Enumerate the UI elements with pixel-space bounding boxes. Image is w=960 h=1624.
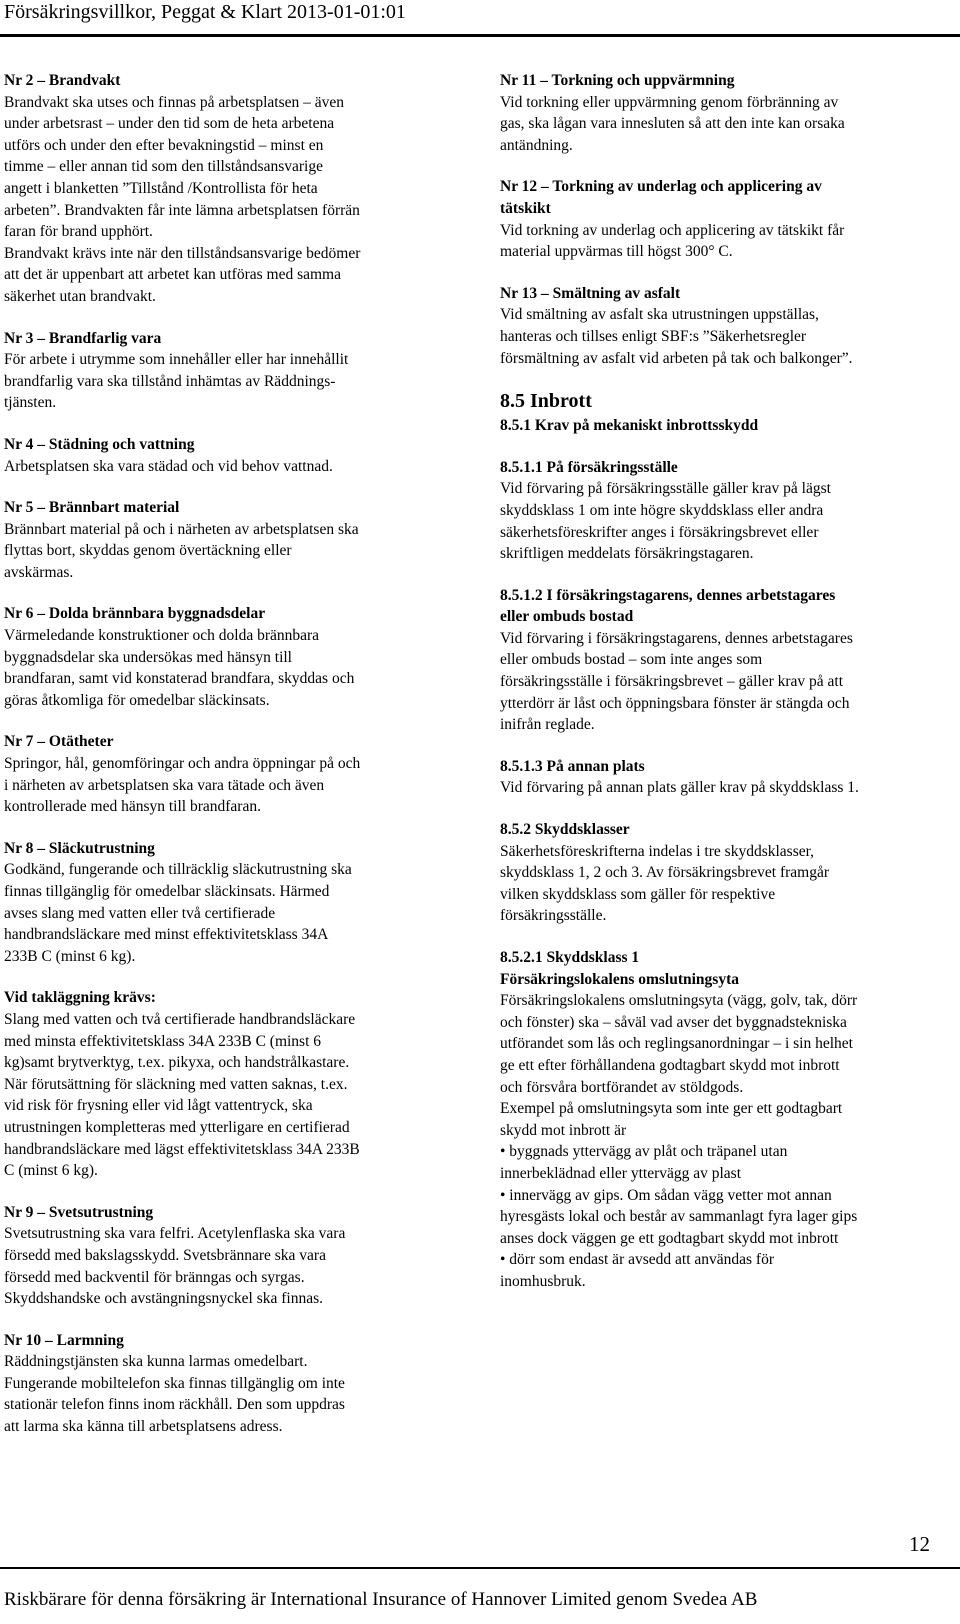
section-body: Brandvakt ska utses och finnas på arbetsplatsen – även under arbetsrast – under den tid som de heta arbetena utförs och under den efter bevakningstid – minst en timme – eller annan tid som den tillståndsansvarige angett i blanketten ”Tillstånd /Kontrollista för heta arbeten”. Brandvakten får inte lämna arbetsplatsen förrän faran för brand upphört. Brandvakt krävs inte när den tillståndsansvarige bedömer att det är uppenbart att arbetet kan utföras med samma säkerhet utan brandvakt. [4,93,361,305]
section-body: Slang med vatten och två certifierade handbrandsläckare med minsta effektivitetsklass 34A 233B C (minst 6 kg)samt brytverktyg, t.ex. pikyxa, och handstrålkastare. När förutsättning för släckning med vatten saknas, t.ex. vid risk för frysning eller vid lågt vattentryck, ska utrustningen kompletteras med ytterligare en certifierad handbrandsläckare med lägst effektivitetsklass 34A 233B C (minst 6 kg). [4,1010,360,1180]
section-body: Räddningstjänsten ska kunna larmas omedelbart. Fungerande mobiltelefon ska finnas tillgänglig om inte stationär telefon finns inom räckhåll. Den som uppdras att larma ska känna till arbetsplatsens adress. [4,1353,345,1436]
section-nr9-svetsutrustning [4,1202,444,1310]
section-title: Nr 7 – Otätheter [4,733,114,751]
page-number: 12 [909,1532,930,1556]
section-nr6-dolda-byggnadsdelar [4,603,444,711]
section-body: Säkerhetsföreskrifterna indelas i tre skyddsklasser, skyddsklass 1, 2 och 3. Av försäkringsbrevet framgår vilken skyddsklass som gäller för respektive försäkringsställe. [500,842,830,925]
section-taklaggning [4,987,444,1181]
section-body: Arbetsplatsen ska vara städad och vid behov vattnad. [4,457,333,475]
page-footer: Riskbärare för denna försäkring är International Insurance of Hannover Limited genom Svedea AB [4,1589,758,1610]
section-title: 8.5.1.2 I försäkringstagarens, dennes arbetstagares eller ombuds bostad [500,586,836,626]
section-title: Nr 9 – Svetsutrustning [4,1203,154,1221]
section-title: 8.5.2 Skyddsklasser [500,821,630,839]
section-title: Vid takläggning krävs: [4,989,156,1007]
section-nr13-asfalt [500,283,930,369]
section-nr12-tatskikt [500,176,930,262]
section-title: Nr 4 – Städning och vattning [4,435,195,453]
section-title: Nr 10 – Larmning [4,1331,124,1349]
section-title: Nr 6 – Dolda brännbara byggnadsdelar [4,605,266,623]
section-body: Vid smältning av asfalt ska utrustningen uppställas, hanteras och tillses enligt SBF:s ”Säkerhetsregler försmältning av asfalt vid arbeten på tak och balkonger”. [500,306,853,367]
section-title: Nr 12 – Torkning av underlag och applicering av tätskikt [500,178,822,217]
section-title: Nr 3 – Brandfarlig vara [4,329,162,347]
section-body: För arbete i utrymme som innehåller eller har innehållit brandfarlig vara ska tillstånd inhämtas av Räddnings- tjänsten. [4,351,349,412]
page-header: Försäkringsvillkor, Peggat & Klart 2013-01-01:01 [4,1,406,23]
section-nr2-brandvakt [4,70,444,308]
section-title: Nr 11 – Torkning och uppvärmning [500,72,735,89]
section-body: Vid förvaring på försäkringsställe gäller krav på lägst skyddsklass 1 om inte högre skyddsklass eller andra säkerhetsföreskrifter anges i försäkringsbrevet eller skriftligen meddelats försäkringstagaren. [500,480,831,563]
section-title: 8.5.1.3 På annan plats [500,757,645,775]
section-body: Försäkringslokalens omslutningsyta (vägg, golv, tak, dörr och fönster) ska – såväl vad avser det byggnadstekniska utförandet som lås och reglingsanordningar – i sin helhet ge ett efter förhållandena godtagbart skydd mot inbrott och försvåra bortförandet av stöldgods. Exempel på omslutningsyta som inte ger ett godtagbart skydd mot inbrott är • byggnads yttervägg av plåt och träpanel utan innerbeklädnad eller yttervägg av plast • innervägg av gips. Om sådan vägg vetter mot annan hyresgästs lokal och består av sammanlagt fyra lager gips anses dock väggen ge ett godtagbart skydd mot inbrott • dörr som endast är avsedd att användas för inomhusbruk. [500,992,858,1290]
section-title: Nr 8 – Släckutrustning [4,839,155,857]
header-divider [0,34,960,37]
section-title: Nr 5 – Brännbart material [4,499,180,517]
section-title: 8.5.2.1 Skyddsklass 1 Försäkringslokalens omslutningsyta [500,949,740,988]
left-column [4,70,444,1458]
section-body: Godkänd, fungerande och tillräcklig släckutrustning ska finnas tillgänglig för omedelbar släckinsats. Härmed avses slang med vatten eller två certifierade handbrandsläckare med minst effektivitetsklass 34A 233B C (minst 6 kg). [4,861,352,965]
section-nr7-otatheter [4,731,444,817]
section-nr10-larmning [4,1330,444,1438]
chapter-subheading: 8.5.1 Krav på mekaniskt inbrottsskydd [500,417,759,435]
section-body: Vid torkning eller uppvärmning genom förbränning av gas, ska lågan vara innesluten så att den inte kan orsaka antändning. [500,93,845,154]
section-body: Springor, hål, genomföringar och andra öppningar på och i närheten av arbetsplatsen ska vara tätade och även kontrollerade med hänsyn till brandfaran. [4,755,361,816]
section-8-5-1-1 [500,457,930,565]
section-nr4-stadning [4,434,444,477]
section-body: Brännbart material på och i närheten av arbetsplatsen ska flyttas bort, skyddas genom övertäckning eller avskärmas. [4,520,359,581]
chapter-heading: 8.5 Inbrott [500,390,592,413]
section-nr11-torkning [500,70,930,156]
section-body: Svetsutrustning ska vara felfri. Acetylenflaska ska vara försedd med bakslagsskydd. Svetsbrännare ska vara försedd med backventil för bränngas och syrgas. Skyddshandske och avstängningsnyckel ska finnas. [4,1225,346,1308]
section-body: Värmeledande konstruktioner och dolda brännbara byggnadsdelar ska undersökas med hänsyn till brandfaran, samt vid konstaterad brandfara, skyddas och göras åtkomliga för omedelbar släckinsats. [4,627,355,709]
right-column [500,70,930,1313]
section-title: 8.5.1.1 På försäkringsställe [500,458,678,476]
section-8-5-2 [500,819,930,927]
section-title: Nr 13 – Smältning av asfalt [500,284,681,302]
footer-divider [0,1567,960,1569]
section-nr5-brannbart-material [4,497,444,583]
section-8-5-2-1 [500,947,930,1293]
section-nr8-slackutrustning [4,838,444,968]
section-body: Vid torkning av underlag och applicering av tätskikt får material uppvärmas till högst 300° C. [500,221,845,261]
section-title: Nr 2 – Brandvakt [4,72,121,89]
section-body: Vid förvaring i försäkringstagarens, dennes arbetstagares eller ombuds bostad – som inte anges som försäkringsställe i försäkringsbrevet – gäller krav på att ytterdörr är låst och öppningsbara fönster är stängda och inifrån reglade. [500,629,853,734]
section-nr3-brandfarlig-vara [4,328,444,414]
section-body: Vid förvaring på annan plats gäller krav på skyddsklass 1. [500,779,859,797]
section-8-5-1-3 [500,756,930,799]
section-8-5-1-2 [500,585,930,736]
